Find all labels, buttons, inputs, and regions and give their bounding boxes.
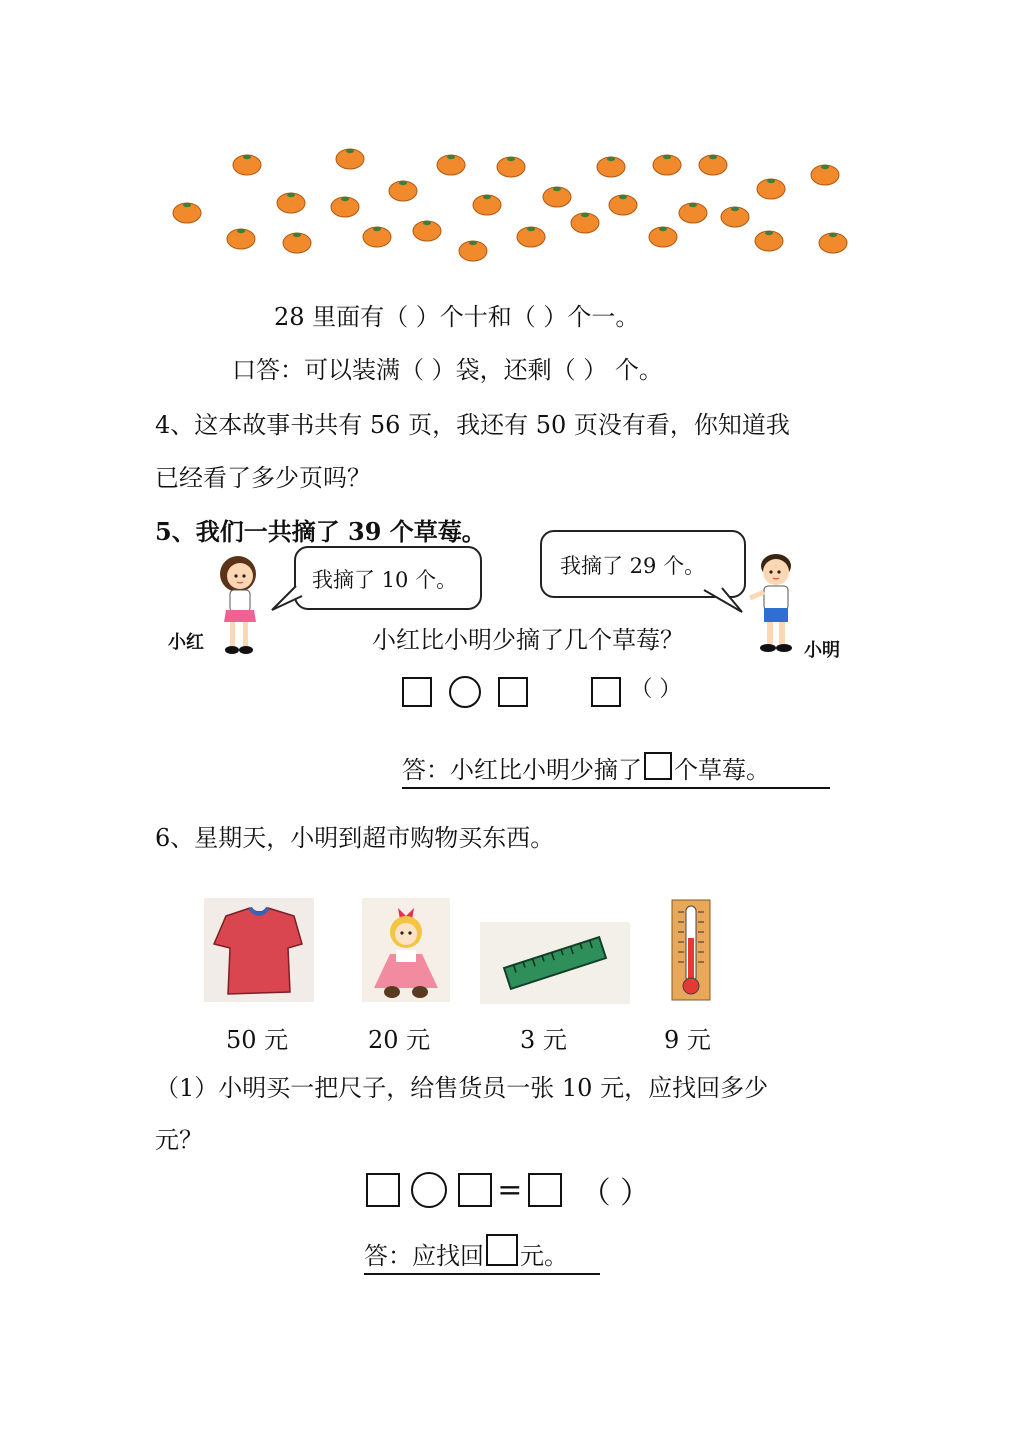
orange-icon [172,200,202,224]
unit-paren: （ ） [580,1176,651,1211]
thermometer-icon [670,898,712,1004]
q6-answer-suffix: 元。 [520,1242,568,1270]
q5-answer-prefix: 答：小红比小明少摘了 [402,756,642,784]
orange-icon [754,228,784,252]
q5-question: 小红比小明少摘了几个草莓？ [372,626,684,654]
q6-answer-prefix: 答：应找回 [364,1242,484,1270]
operator-circle[interactable] [449,676,481,708]
orange-icon [232,152,262,176]
orange-icon [608,192,638,216]
girl-name: 小红 [168,632,204,653]
boy-bubble-text: 我摘了 29 个。 [560,554,706,578]
blank-box[interactable] [458,1173,492,1207]
orange-icon [516,224,546,248]
sweater-icon [204,898,314,1002]
girl-bubble-tail [270,584,304,614]
operator-circle[interactable] [411,1172,447,1208]
orange-icon [362,224,392,248]
orange-icon [648,224,678,248]
boy-name: 小明 [804,640,840,661]
q5-answer-suffix: 个草莓。 [674,756,770,784]
boy-bubble-tail [700,584,746,614]
answer-box[interactable] [644,752,672,780]
q5-title: 5、我们一共摘了 39 个草莓。 [155,517,486,546]
orange-icon [412,218,442,242]
q5-equation [402,672,681,708]
orange-icon [472,192,502,216]
price-sweater: 50 元 [226,1026,289,1054]
q4-line2: 已经看了多少页吗？ [155,464,371,492]
orange-icon [496,154,526,178]
ruler-icon [480,922,630,1004]
orange-icon [720,204,750,228]
result-box[interactable] [528,1173,562,1207]
orange-icon [652,152,682,176]
unit-paren: （ ） [630,677,682,702]
orange-icon [542,184,572,208]
price-ruler: 3 元 [520,1026,567,1054]
orange-icon [810,162,840,186]
oranges-illustration [160,140,860,270]
q6-sub1-line1: （1）小明买一把尺子，给售货员一张 10 元，应找回多少 [155,1074,769,1102]
orange-icon [282,230,312,254]
orange-icon [388,178,418,202]
equals-sign: = [497,1172,523,1208]
q3-line2: 口答：可以装满（ ）袋，还剩（ ） 个。 [232,356,663,384]
blank-box[interactable] [498,677,528,707]
orange-icon [335,146,365,170]
orange-icon [330,194,360,218]
q4-line1: 4、这本故事书共有 56 页，我还有 50 页没有看，你知道我 [155,411,790,439]
orange-icon [698,152,728,176]
orange-icon [458,238,488,262]
girl-icon [212,550,268,662]
orange-icon [678,200,708,224]
boy-icon [746,548,806,660]
q5-answer [402,750,830,789]
orange-icon [818,230,848,254]
orange-icon [226,226,256,250]
q3-line1: 28 里面有（ ）个十和（ ）个一。 [274,303,640,331]
q6-answer [364,1234,600,1275]
q6-equation [366,1168,650,1212]
doll-icon [362,898,450,1002]
orange-icon [756,176,786,200]
q6-title: 6、星期天，小明到超市购物买东西。 [155,824,555,852]
result-box[interactable] [591,677,621,707]
answer-box[interactable] [486,1234,518,1266]
orange-icon [570,210,600,234]
price-thermometer: 9 元 [664,1026,711,1054]
price-doll: 20 元 [368,1026,431,1054]
q6-sub1-line2: 元？ [155,1126,203,1154]
girl-bubble-text: 我摘了 10 个。 [312,568,458,592]
orange-icon [276,190,306,214]
blank-box[interactable] [402,677,432,707]
orange-icon [436,152,466,176]
blank-box[interactable] [366,1173,400,1207]
orange-icon [596,154,626,178]
